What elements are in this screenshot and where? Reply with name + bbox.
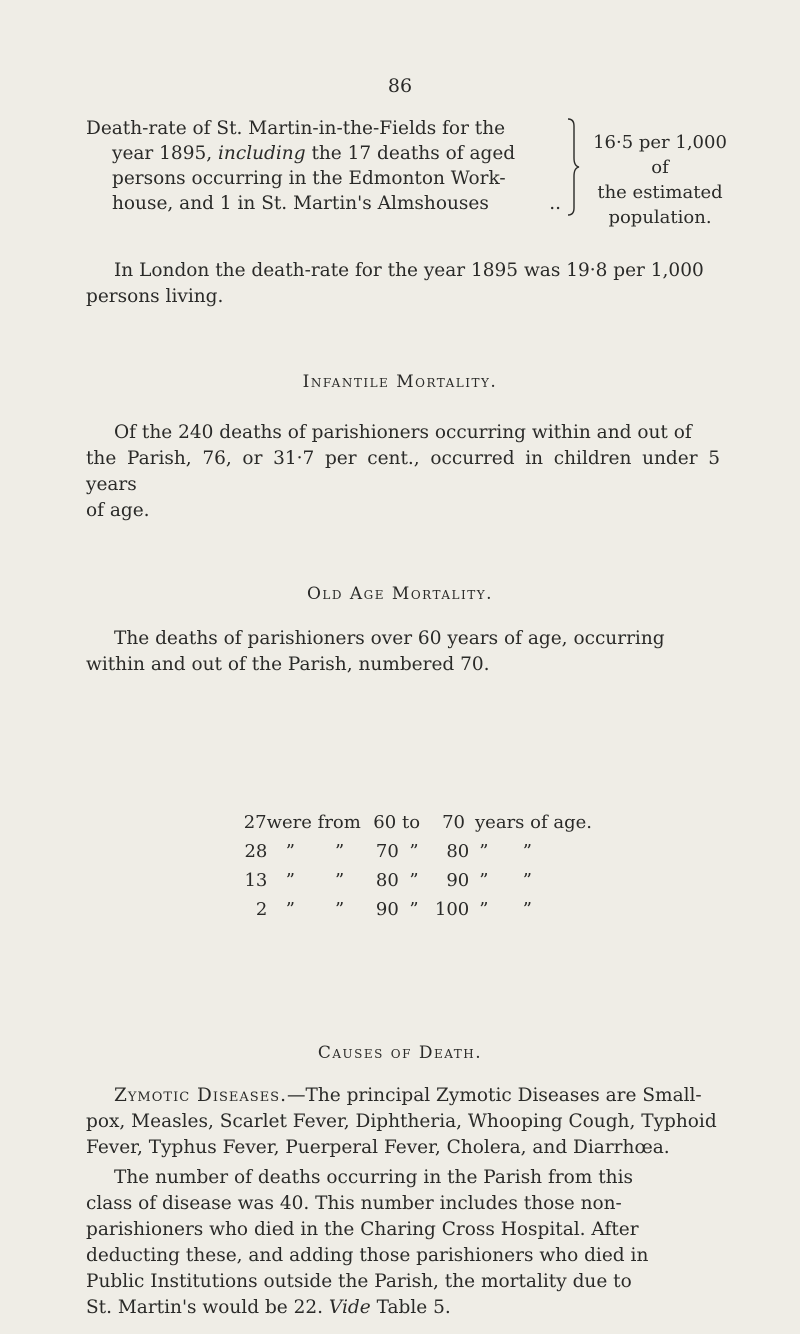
old-age-paragraph: The deaths of parishioners over 60 years of age, occurring within and out of the Parish, numbered 70. [86,628,665,675]
death-rate-line-1: Death-rate of St. Martin-in-the-Fields for the [86,118,506,139]
zymotic-deaths-paragraph: The number of deaths occurring in the Parish from this class of disease was 40. This number includes those non- parishioners who died in the Charing Cross Hospital. After deducting these, and adding those parishioners who died in Public Institutions outside the Parish, the mortality due to St. Martin's would be 22. Vide Table 5. [86,1167,649,1318]
london-paragraph: In London the death-rate for the year 1895 was 19·8 per 1,000 persons living. [86,260,704,307]
leader-dots: .. [549,193,561,214]
table-reference: Table 5. [376,1297,451,1318]
zymotic-paragraph: Zymotic Diseases.—The principal Zymotic Diseases are Small- pox, Measles, Scarlet Fever, Diphtheria, Whooping Cough, Typhoid Fever, Typhus Fever, Puerperal Fever, Cholera, and Diarrhœa. [86,1085,717,1158]
age-breakdown-table [235,808,592,924]
death-rate-line-2: year 1895, including the 17 deaths of aged [112,143,516,164]
death-rate-line-4: house, and 1 in St. Martin's Almshouses .. [112,193,561,214]
curly-brace [566,118,580,216]
death-rate-statement [86,116,726,266]
infantile-mortality-heading: Infantile Mortality. [302,372,498,392]
including-emphasis: including [218,143,306,164]
table-row: 13 ” ” 80 ” 90 ” ” [244,870,532,891]
vide-emphasis: Vide [328,1297,371,1318]
table-row: 28 ” ” 70 ” 80 ” ” [244,841,532,862]
death-rate-line-3: persons occurring in the Edmonton Work- [112,168,506,189]
causes-of-death-heading: Causes of Death. [317,1043,483,1063]
page-number: 86 [387,75,413,97]
table-row: 27 were from 60 to 70 years of age. [243,812,592,833]
infantile-paragraph: Of the 240 deaths of parishioners occurring within and out of the Parish, 76, or 31·7 per cent., occurred in children under 5 years of age. [86,422,720,521]
death-rate-value: 16·5 per 1,000 of the estimated population. [593,132,727,228]
death-rate-text [86,116,561,216]
old-age-mortality-heading: Old Age Mortality. [306,584,494,604]
table-row: 2 ” ” 90 ” 100 ” ” [255,899,532,920]
zymotic-diseases-label: Zymotic Diseases. [114,1085,287,1106]
